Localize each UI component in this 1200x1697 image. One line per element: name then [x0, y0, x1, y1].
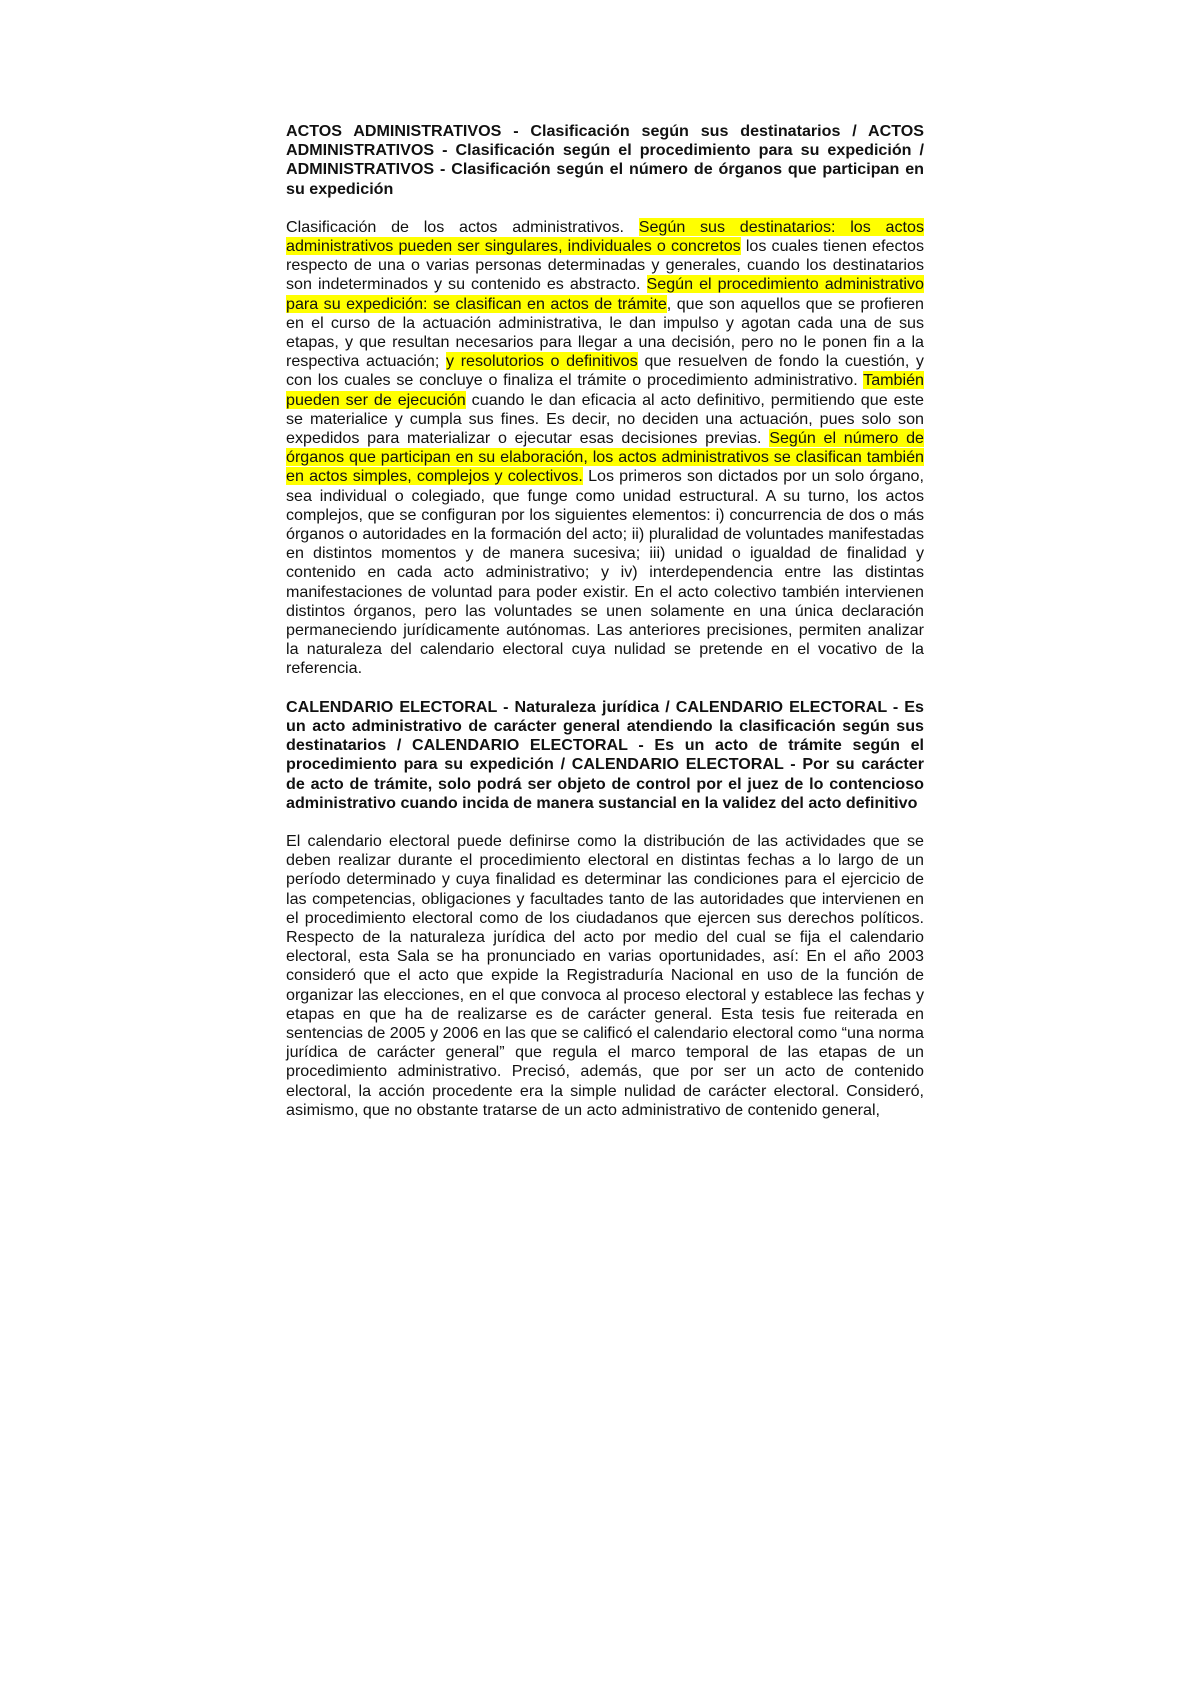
- text-segment: los cuales tienen efectos respecto de una o varias personas determinadas y generales, cuando los destinatarios son indeterminados y su contenido es abstracto.: [286, 237, 924, 294]
- paragraph-clasificacion: [286, 218, 924, 679]
- paragraph-calendario-electoral: El calendario electoral puede definirse como la distribución de las actividades que se deben realizar durante el procedimiento electoral en distintas fechas a lo largo de un período determinado y cuya finalidad es determinar las condiciones para el ejercicio de las competencias, obligaciones y facultades tanto de las autoridades que intervienen en el procedimiento electoral como de los ciudadanos que ejercen sus derechos políticos. Respecto de la naturaleza jurídica del acto por medio del cual se fija el calendario electoral, esta Sala se ha pronunciado en varias oportunidades, así: En el año 2003 consideró que el acto que expide la Registraduría Nacional en uso de la función de organizar las elecciones, en el que convoca al proceso electoral y establece las fechas y etapas en que ha de realizarse es de carácter general. Esta tesis fue reiterada en sentencias de 2005 y 2006 en las que se calificó el calendario electoral como “una norma jurídica de carácter general” que regula el marco temporal de las etapas de un procedimiento administrativo. Precisó, además, que por ser un acto de contenido electoral, la acción procedente era la simple nulidad de carácter electoral. Consideró, asimismo, que no obstante tratarse de un acto administrativo de contenido general,: [286, 831, 924, 1119]
- text-segment: cuando le dan eficacia al acto definitivo, permitiendo que este se materialice y cumpla sus fines. Es decir, no deciden una actuación, pues solo son expedidos para materializar o ejecutar esas decisiones previas.: [286, 390, 924, 448]
- highlighted-text: Según el procedimiento administrativo para su expedición: se clasifican en actos de trámite: [286, 275, 924, 313]
- highlighted-text: Según sus destinatarios: los actos administrativos pueden ser singulares, individuales o concretos: [286, 217, 924, 256]
- highlighted-text: Según el número de órganos que participan en su elaboración, los actos administrativos se clasifican también en actos simples, complejos y colectivos.: [286, 429, 924, 486]
- text-segment: Los primeros son dictados por un solo órgano, sea individual o colegiado, que funge como unidad estructural. A su turno, los actos complejos, que se configuran por los siguientes elementos: i) concurrencia de dos o más órganos o autoridades en la formación del acto; ii) pluralidad de voluntades manifestadas en distintos momentos y de manera sucesiva; iii) unidad o igualdad de finalidad y contenido en cada acto administrativo; y iv) interdependencia entre las distintas manifestaciones de voluntad para poder existir. En el acto colectivo también intervienen distintos órganos, pero las voluntades se unen solamente en una única declaración permaneciendo jurídicamente autónomas. Las anteriores precisiones, permiten analizar la naturaleza del calendario electoral cuya nulidad se pretende en el vocativo de la referencia.: [286, 467, 924, 678]
- document-page: [286, 122, 924, 1139]
- text-segment: Clasificación de los actos administrativos.: [286, 217, 639, 236]
- text-segment: , que son aquellos que se profieren en el curso de la actuación administrativa, le dan impulso y agotan cada una de sus etapas, y que resultan necesarios para llegar a una decisión, pero no le ponen fin a la respectiva actuación;: [286, 294, 924, 371]
- text-segment: que resuelven de fondo la cuestión, y con los cuales se concluye o finaliza el trámite o procedimiento administrativo.: [286, 352, 924, 390]
- section-heading-actos-administrativos: ACTOS ADMINISTRATIVOS - Clasificación según sus destinatarios / ACTOS ADMINISTRATIVOS - Clasificación según el procedimiento para su expedición / ADMINISTRATIVOS - Clasificación según el número de órganos que participan en su expedición: [286, 122, 924, 198]
- highlighted-text: También pueden ser de ejecución: [286, 371, 924, 409]
- section-heading-calendario-electoral: CALENDARIO ELECTORAL - Naturaleza jurídica / CALENDARIO ELECTORAL - Es un acto administrativo de carácter general atendiendo la clasificación según sus destinatarios / CALENDARIO ELECTORAL - Es un acto de trámite según el procedimiento para su expedición / CALENDARIO ELECTORAL - Por su carácter de acto de trámite, solo podrá ser objeto de control por el juez de lo contencioso administrativo cuando incida de manera sustancial en la validez del acto definitivo: [286, 697, 924, 812]
- highlighted-text: y resolutorios o definitivos: [446, 352, 638, 371]
